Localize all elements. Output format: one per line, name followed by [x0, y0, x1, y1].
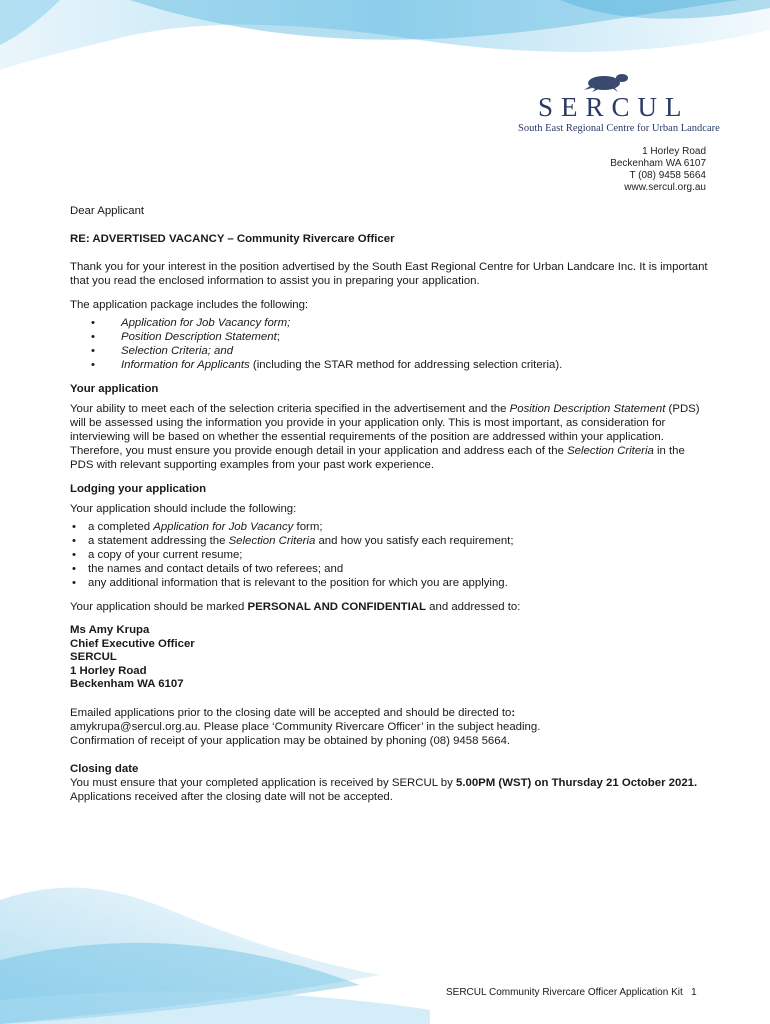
- list-item: • Selection Criteria; and: [70, 344, 710, 358]
- your-application-paragraph: Your ability to meet each of the selection criteria specified in the advertisement and the Position Description Statement (PDS) will be assessed using the information you provide in your application only. This is most important, as consideration for interviewing will be based on whether the essential requirements of the position are addressed within your application. Therefore, you must ensure you provide enough detail in your application and address each of the Selection Criteria in the PDS with relevant supporting examples from your past work experience.: [70, 403, 700, 471]
- turtle-icon: [582, 70, 632, 92]
- page-number: 1: [691, 987, 697, 998]
- subject-line: RE: ADVERTISED VACANCY – Community Rivercare Officer: [70, 233, 395, 245]
- page-footer: [446, 987, 697, 998]
- package-intro: The application package includes the following:: [70, 299, 309, 311]
- address-street: 1 Horley Road: [642, 146, 706, 157]
- list-item: • a completed Application for Job Vacancy form;: [70, 520, 710, 534]
- recipient-street: 1 Horley Road: [70, 664, 147, 677]
- logo-tagline: South East Regional Centre for Urban Landcare: [518, 123, 720, 134]
- address-website: www.sercul.org.au: [624, 182, 706, 193]
- recipient-address: [70, 624, 710, 692]
- letter-body: [70, 204, 710, 814]
- list-item: • the names and contact details of two referees; and: [70, 562, 710, 576]
- sender-address: [610, 146, 706, 194]
- greeting: Dear Applicant: [70, 205, 145, 217]
- lodging-heading: Lodging your application: [70, 483, 207, 495]
- list-item: • Application for Job Vacancy form;: [70, 316, 710, 330]
- recipient-title: Chief Executive Officer: [70, 637, 195, 650]
- list-item: • any additional information that is relevant to the position for which you are applying.: [70, 576, 710, 590]
- recipient-suburb: Beckenham WA 6107: [70, 678, 184, 690]
- email-paragraph: Emailed applications prior to the closing date will be accepted and should be directed to: amykrupa@sercul.org.au. Please place ‘Community Rivercare Officer’ in the subject heading. Confirmation of receipt of your application may be obtained by phoning (08) 9458 5664.: [70, 706, 541, 747]
- lodging-intro: Your application should include the following:: [70, 503, 297, 515]
- recipient-org: SERCUL: [70, 651, 117, 663]
- address-phone: T (08) 9458 5664: [629, 170, 706, 181]
- logo-wordmark: SERCUL: [538, 92, 690, 122]
- list-item: • a statement addressing the Selection Criteria and how you satisfy each requirement;: [70, 534, 710, 548]
- list-item: • Position Description Statement;: [70, 330, 710, 344]
- closing-date-heading: Closing date: [70, 762, 139, 775]
- recipient-name: Ms Amy Krupa: [70, 624, 150, 636]
- list-item: • Information for Applicants (including the STAR method for addressing selection criteria).: [70, 358, 710, 372]
- list-item: • a copy of your current resume;: [70, 548, 710, 562]
- sercul-logo: [512, 70, 732, 136]
- your-application-heading: Your application: [70, 383, 159, 395]
- package-list: [70, 316, 710, 372]
- intro-paragraph: Thank you for your interest in the position advertised by the South East Regional Centre for Urban Landcare Inc. It is important that you read the enclosed information to assist you in preparing your application.: [70, 261, 708, 287]
- closing-date-paragraph: You must ensure that your completed application is received by SERCUL by 5.00PM (WST) on Thursday 21 October 2021. Applications received after the closing date will not be accepted.: [70, 776, 698, 803]
- address-suburb: Beckenham WA 6107: [610, 158, 706, 169]
- marked-paragraph: Your application should be marked PERSONAL AND CONFIDENTIAL and addressed to:: [70, 601, 521, 613]
- lodging-list: [70, 520, 710, 590]
- footer-text: SERCUL Community Rivercare Officer Application Kit: [446, 987, 683, 998]
